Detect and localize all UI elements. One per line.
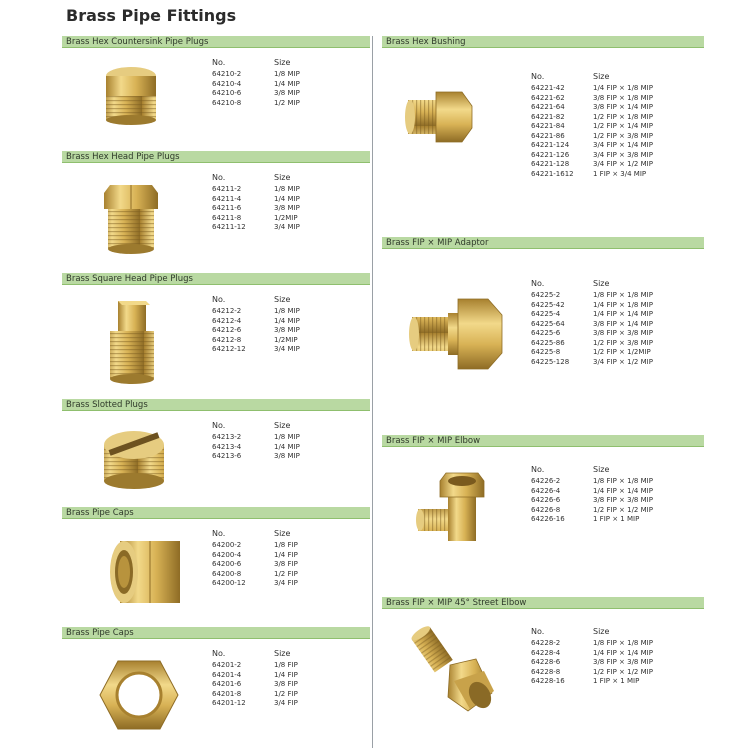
col-size: Size [274,421,291,430]
table-row: 64210-2 1/8 MIP [212,70,300,78]
col-size: Size [274,295,291,304]
section-hex-head-plugs [62,151,370,266]
table-row: 64211-4 1/4 MIP [212,194,300,203]
section-square-head-plugs [62,273,370,391]
col-size: Size [274,173,291,182]
table-row: 64213-2 1/8 MIP [212,433,300,441]
table-row: 64201-2 1/8 FIP [212,661,298,669]
table-row: 64226-2 1/8 FIP × 1/8 MIP [531,477,653,485]
section-slotted-plugs [62,399,370,497]
col-size: Size [593,72,610,81]
table-row: 64211-8 1/2MIP [212,213,298,222]
parts-table [212,171,300,233]
section-street-elbow-45 [382,597,704,747]
table-row: 64225-128 3/4 FIP × 1/2 MIP [531,357,653,366]
square-head-plug-icon [104,297,160,387]
table-row: 64212-6 3/8 MIP [212,326,300,334]
parts-table [531,625,653,687]
table-row: 64210-6 3/8 MIP [212,89,300,97]
section-title: Brass Pipe Caps [62,507,370,519]
hex-head-plug-icon [100,179,162,257]
table-row: 64228-4 1/4 FIP × 1/4 MIP [531,648,653,657]
table-row: 64221-126 3/4 FIP × 3/8 MIP [531,150,653,159]
table-row: 64225-42 1/4 FIP × 1/8 MIP [531,300,653,309]
hex-bushing-icon [404,86,476,148]
table-row: 64212-4 1/4 MIP [212,316,300,325]
table-row: 64200-6 3/8 FIP [212,560,298,568]
table-row: 64211-2 1/8 MIP [212,185,300,193]
section-pipe-caps [62,507,370,619]
column-divider [372,36,373,748]
table-row: 64212-12 3/4 MIP [212,345,300,353]
section-adaptor [382,237,704,427]
table-row: 64200-4 1/4 FIP [212,550,298,559]
table-row: 64225-8 1/2 FIP × 1/2MIP [531,348,651,356]
table-row: 64221-124 3/4 FIP × 1/4 MIP [531,141,653,149]
table-row: 64221-42 1/4 FIP × 1/8 MIP [531,84,653,92]
pipe-cap-icon [104,531,190,611]
parts-table [212,419,300,462]
col-no: No. [212,529,226,538]
table-row: 64228-8 1/2 FIP × 1/2 MIP [531,667,653,676]
table-row: 64228-2 1/8 FIP × 1/8 MIP [531,639,653,647]
col-no: No. [212,173,226,182]
section-pipe-caps-hex [62,627,370,745]
section-hex-bushing [382,36,704,231]
section-hex-countersink-plugs [62,36,370,146]
col-no: No. [531,279,545,288]
page-title: Brass Pipe Fittings [66,6,237,25]
table-row: 64226-6 3/8 FIP × 3/8 MIP [531,496,653,504]
table-row: 64211-12 3/4 MIP [212,223,300,231]
table-row: 64212-2 1/8 MIP [212,307,300,315]
parts-table [531,70,653,179]
table-row: 64228-6 3/8 FIP × 3/8 MIP [531,658,653,666]
parts-table [212,647,298,709]
table-row: 64200-2 1/8 FIP [212,541,298,549]
section-title: Brass Hex Bushing [382,36,704,48]
parts-table [212,293,300,355]
table-row: 64221-62 3/8 FIP × 1/8 MIP [531,93,653,102]
table-row: 64226-4 1/4 FIP × 1/4 MIP [531,486,653,495]
table-row: 64221-82 1/2 FIP × 1/8 MIP [531,112,653,121]
parts-table [212,527,298,589]
parts-table [531,277,653,367]
table-row: 64226-8 1/2 FIP × 1/2 MIP [531,505,653,514]
col-no: No. [531,627,545,636]
table-row: 64221-84 1/2 FIP × 1/4 MIP [531,122,653,130]
street-elbow-45-icon [410,619,498,721]
table-row: 64228-16 1 FIP × 1 MIP [531,677,640,685]
table-row: 64213-4 1/4 MIP [212,442,300,451]
parts-table [212,56,300,108]
table-row: 64211-6 3/8 MIP [212,204,300,212]
table-row: 64225-6 3/8 FIP × 3/8 MIP [531,329,653,337]
col-no: No. [212,58,226,67]
table-row: 64225-64 3/8 FIP × 1/4 MIP [531,319,653,328]
section-title: Brass Pipe Caps [62,627,370,639]
section-title: Brass Slotted Plugs [62,399,370,411]
table-row: 64200-8 1/2 FIP [212,569,298,578]
table-row: 64221-64 3/8 FIP × 1/4 MIP [531,103,653,111]
table-row: 64226-16 1 FIP × 1 MIP [531,515,640,523]
adaptor-icon [408,293,508,375]
table-row: 64212-8 1/2MIP [212,335,298,344]
col-no: No. [212,295,226,304]
col-size: Size [274,529,291,538]
section-title: Brass FIP × MIP Adaptor [382,237,704,249]
table-row: 64201-8 1/2 FIP [212,689,298,698]
col-no: No. [531,465,545,474]
table-row: 64201-6 3/8 FIP [212,680,298,688]
table-row: 64225-86 1/2 FIP × 3/8 MIP [531,338,653,347]
table-row: 64221-1612 1 FIP × 3/4 MIP [531,169,647,178]
col-no: No. [531,72,545,81]
table-row: 64213-6 3/8 MIP [212,452,300,460]
section-title: Brass FIP × MIP Elbow [382,435,704,447]
table-row: 64200-12 3/4 FIP [212,579,298,587]
col-no: No. [212,649,226,658]
slotted-plug-icon [98,425,170,493]
col-size: Size [593,627,610,636]
section-title: Brass Hex Head Pipe Plugs [62,151,370,163]
countersink-plug-icon [102,64,160,128]
table-row: 64201-4 1/4 FIP [212,670,298,679]
col-size: Size [593,279,610,288]
table-row: 64225-2 1/8 FIP × 1/8 MIP [531,291,653,299]
table-row: 64225-4 1/4 FIP × 1/4 MIP [531,310,653,318]
elbow-icon [412,465,492,549]
section-title: Brass FIP × MIP 45° Street Elbow [382,597,704,609]
col-no: No. [212,421,226,430]
table-row: 64201-12 3/4 FIP [212,699,298,707]
table-row: 64210-8 1/2 MIP [212,98,300,107]
parts-table [531,463,653,525]
table-row: 64221-128 3/4 FIP × 1/2 MIP [531,160,653,168]
col-size: Size [593,465,610,474]
section-title: Brass Hex Countersink Pipe Plugs [62,36,370,48]
section-title: Brass Square Head Pipe Plugs [62,273,370,285]
table-row: 64210-4 1/4 MIP [212,79,300,88]
table-row: 64221-86 1/2 FIP × 3/8 MIP [531,131,653,140]
section-elbow [382,435,704,595]
hex-nut-icon [96,651,182,739]
col-size: Size [274,58,291,67]
col-size: Size [274,649,291,658]
